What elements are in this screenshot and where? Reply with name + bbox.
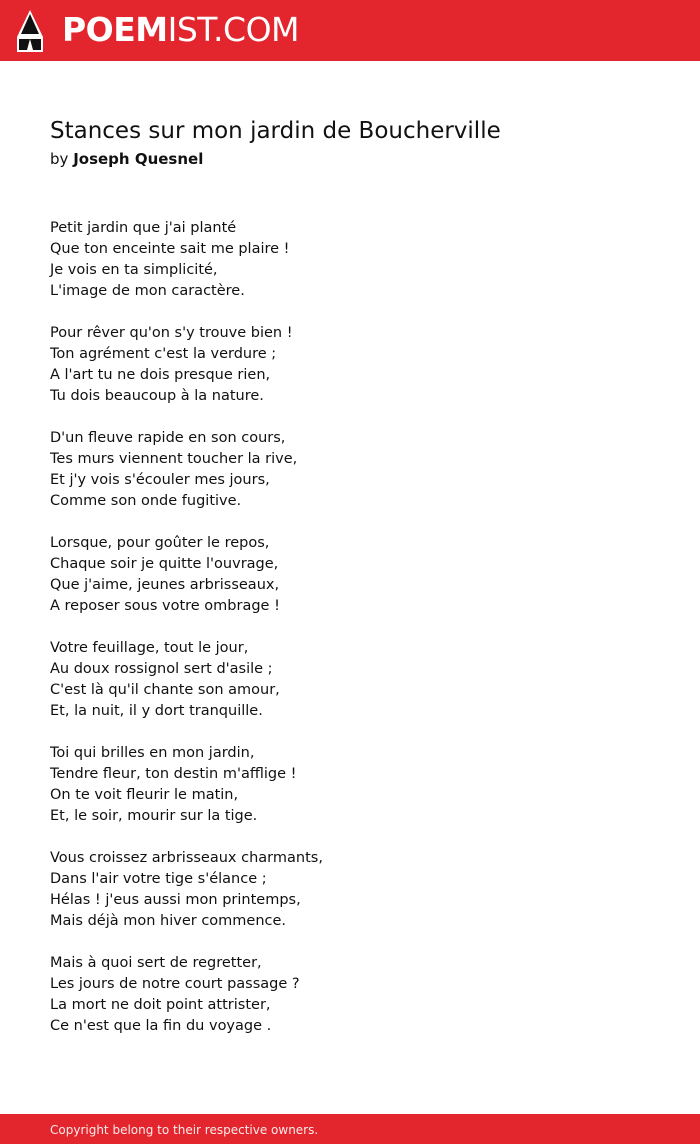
poem-line: C'est là qu'il chante son amour,	[50, 682, 280, 698]
poem-line: Je vois en ta simplicité,	[50, 262, 218, 278]
poem-line: La mort ne doit point attrister,	[50, 997, 271, 1013]
poem-line: Au doux rossignol sert d'asile ;	[50, 661, 273, 677]
stanza	[50, 953, 650, 1037]
poem-line: A l'art tu ne dois presque rien,	[50, 367, 271, 383]
poem-line: Vous croissez arbrisseaux charmants,	[50, 850, 323, 866]
poem-line: Et j'y vois s'écouler mes jours,	[50, 472, 270, 488]
poem-line: A reposer sous votre ombrage !	[50, 598, 280, 614]
poem-line: Et, le soir, mourir sur la tige.	[50, 808, 258, 824]
poem-line: Comme son onde fugitive.	[50, 493, 242, 509]
poem-line: L'image de mon caractère.	[50, 283, 245, 299]
poem-line: Dans l'air votre tige s'élance ;	[50, 871, 267, 887]
poem-line: Tendre fleur, ton destin m'afflige !	[50, 766, 297, 782]
poem-title: Stances sur mon jardin de Boucherville	[50, 118, 501, 144]
stanza	[50, 323, 650, 407]
copyright-text: Copyright belong to their respective owners.	[50, 1123, 319, 1137]
site-logo[interactable]	[62, 10, 299, 50]
poem-line: Chaque soir je quitte l'ouvrage,	[50, 556, 279, 572]
poem-line: Les jours de notre court passage ?	[50, 976, 300, 992]
poem-line: Et, la nuit, il y dort tranquille.	[50, 703, 263, 719]
stanza	[50, 848, 650, 932]
poem-line: Mais déjà mon hiver commence.	[50, 913, 287, 929]
poem-line: On te voit fleurir le matin,	[50, 787, 239, 803]
poem-line: Que ton enceinte sait me plaire !	[50, 241, 290, 257]
stanza	[50, 638, 650, 722]
poem-line: Mais à quoi sert de regretter,	[50, 955, 262, 971]
poem-line: Petit jardin que j'ai planté	[50, 220, 237, 236]
poem-line: Tes murs viennent toucher la rive,	[50, 451, 298, 467]
poem-line: Toi qui brilles en mon jardin,	[50, 745, 255, 761]
poem-line: D'un fleuve rapide en son cours,	[50, 430, 286, 446]
stanza	[50, 743, 650, 827]
stanza	[50, 218, 650, 302]
poem-line: Hélas ! j'eus aussi mon printemps,	[50, 892, 301, 908]
stanza	[50, 533, 650, 617]
poem-line: Pour rêver qu'on s'y trouve bien !	[50, 325, 293, 341]
pencil-tip-icon[interactable]	[17, 10, 43, 52]
poem-line: Votre feuillage, tout le jour,	[50, 640, 249, 656]
poem-body	[50, 218, 650, 1058]
site-header	[0, 0, 700, 61]
stanza	[50, 428, 650, 512]
logo-light-text: IST.COM	[167, 10, 300, 49]
poem-line: Ton agrément c'est la verdure ;	[50, 346, 277, 362]
poem-line: Lorsque, pour goûter le repos,	[50, 535, 270, 551]
site-footer	[0, 1114, 700, 1144]
byline	[50, 148, 203, 170]
logo-bold-text: POEM	[62, 10, 168, 49]
poem-line: Que j'aime, jeunes arbrisseaux,	[50, 577, 280, 593]
author-name: Joseph Quesnel	[73, 150, 204, 168]
poem-line: Ce n'est que la fin du voyage .	[50, 1018, 272, 1034]
by-label: by	[50, 150, 69, 168]
poem-line: Tu dois beaucoup à la nature.	[50, 388, 264, 404]
